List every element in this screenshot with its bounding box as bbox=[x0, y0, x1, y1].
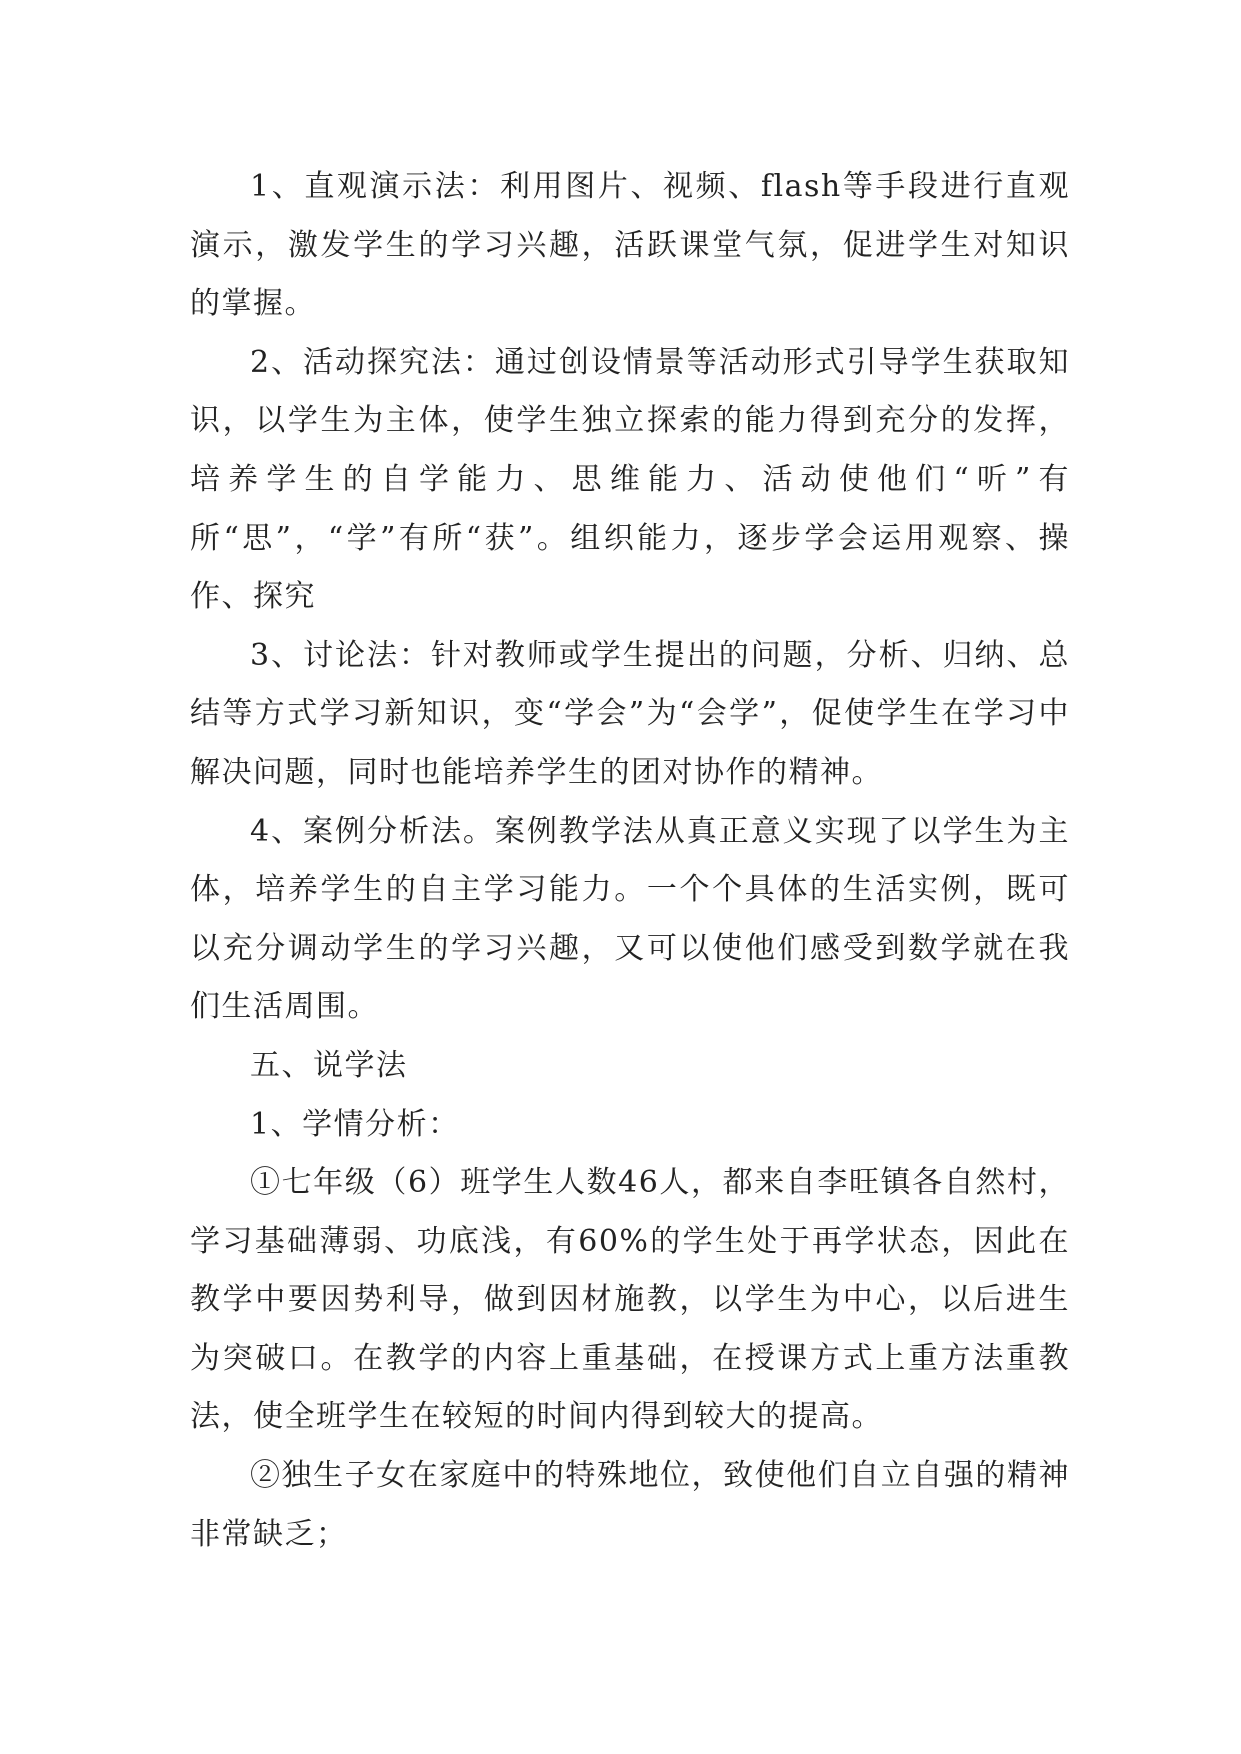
document-body bbox=[190, 158, 1070, 1564]
paragraph-method-inquiry: 2、活动探究法：通过创设情景等活动形式引导学生获取知识，以学生为主体，使学生独立探索的能力得到充分的发挥，培养学生的自学能力、思维能力、活动使他们“听”有所“思”，“学”有所“获”。组织能力，逐步学会运用观察、操作、探究 bbox=[190, 344, 1070, 615]
paragraph-method-case-analysis: 4、案例分析法。案例教学法从真正意义实现了以学生为主体，培养学生的自主学习能力。一个个具体的生活实例，既可以充分调动学生的学习兴趣，又可以使他们感受到数学就在我们生活周围。 bbox=[190, 813, 1070, 1025]
paragraph-class-situation: ①七年级（6）班学生人数46人，都来自李旺镇各自然村，学习基础薄弱、功底浅，有60%的学生处于再学状态，因此在教学中要因势利导，做到因材施教，以学生为中心，以后进生为突破口。在教学的内容上重基础，在授课方式上重方法重教法，使全班学生在较短的时间内得到较大的提高。 bbox=[190, 1165, 1070, 1435]
paragraph-method-discussion: 3、讨论法：针对教师或学生提出的问题，分析、归纳、总结等方式学习新知识，变“学会”为“会学”，促使学生在学习中解决问题，同时也能培养学生的团对协作的精神。 bbox=[190, 637, 1070, 790]
subheading-student-analysis: 1、学情分析： bbox=[250, 1106, 460, 1142]
paragraph-method-demonstration: 1、直观演示法：利用图片、视频、flash等手段进行直观演示，激发学生的学习兴趣，活跃课堂气氛，促进学生对知识的掌握。 bbox=[190, 169, 1070, 322]
paragraph-only-child: ②独生子女在家庭中的特殊地位，致使他们自立自强的精神非常缺乏； bbox=[190, 1458, 1070, 1552]
section-heading-learning-methods: 五、说学法 bbox=[250, 1047, 408, 1083]
